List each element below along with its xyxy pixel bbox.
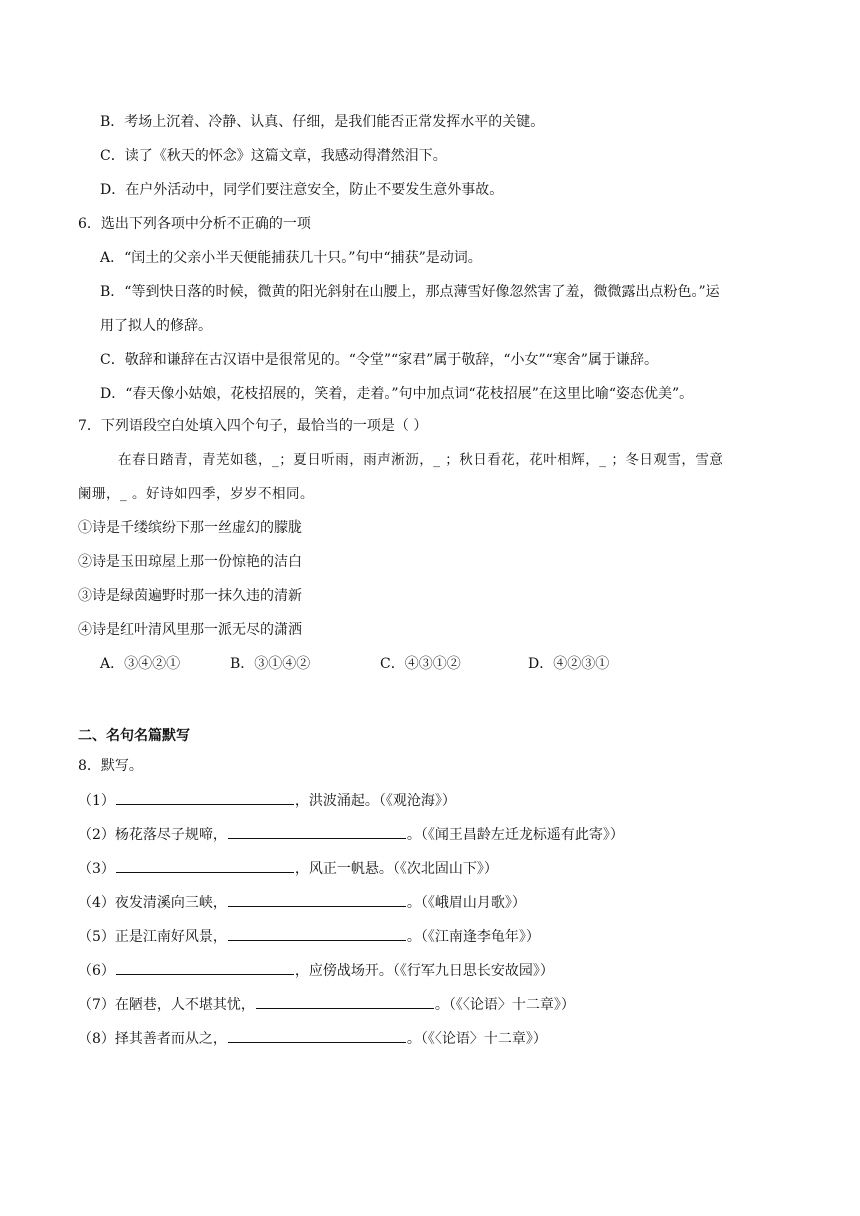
q7-sentence-3: ③诗是绿茵遍野时那一抹久违的清新 (78, 588, 302, 604)
q5-option-d: D．在户外活动中，同学们要注意安全，防止不要发生意外事故。 (100, 182, 504, 198)
item-tail: ，风正一帆悬。（《次北固山下》） (294, 861, 498, 877)
blank-line[interactable] (228, 1028, 406, 1043)
q7-stem: 7．下列语段空白处填入四个句子，最恰当的一项是（ ） (78, 418, 428, 434)
q7-passage-line2: 阑珊，_ 。好诗如四季，岁岁不相同。 (78, 486, 315, 502)
item-number: （2） (78, 827, 115, 843)
q5-option-b: B．考场上沉着、冷静、认真、仔细，是我们能否正常发挥水平的关键。 (100, 114, 545, 130)
q8-item-8 (78, 1028, 547, 1049)
q8-item-4 (78, 892, 526, 913)
item-lead: 杨花落尽子规啼， (114, 827, 227, 843)
q8-stem: 8．默写。 (78, 758, 143, 774)
item-tail: 。（《峨眉山月歌》） (406, 895, 526, 911)
section-title: 二、名句名篇默写 (78, 728, 190, 744)
q7-sentence-2: ②诗是玉田琼屋上那一份惊艳的洁白 (78, 554, 302, 570)
item-number: （6） (78, 963, 115, 979)
q6-option-c: C．敬辞和谦辞在古汉语中是很常见的。“令堂”“家君”属于敬辞，“小女”“寒舍”属于谦辞。 (100, 352, 658, 368)
item-tail: 。（《〈论语〉十二章》） (406, 1031, 547, 1047)
item-tail: ，洪波涌起。（《观沧海》） (294, 793, 456, 809)
q7-sentence-1: ①诗是千缕缤纷下那一丝虚幻的朦胧 (78, 520, 302, 536)
q8-item-6 (78, 960, 554, 981)
q7-option-a: A．③④②① (100, 656, 181, 672)
q8-item-5 (78, 926, 540, 947)
item-lead: 在陋巷，人不堪其忧， (114, 997, 255, 1013)
q8-item-7 (78, 994, 575, 1015)
q6-option-b-line1: B．“等到快日落的时候，微黄的阳光斜射在山腰上，那点薄雪好像忽然害了羞，微微露出点粉色。”运 (100, 284, 720, 300)
item-number: （4） (78, 895, 115, 911)
q7-option-b: B．③①④② (230, 656, 311, 672)
item-number: （3） (78, 861, 115, 877)
q6-option-a: A．“闰土的父亲小半天便能捕获几十只。”句中“捕获”是动词。 (100, 250, 482, 266)
blank-line[interactable] (116, 960, 294, 975)
item-number: （7） (78, 997, 115, 1013)
q7-passage-line1: 在春日踏青，青芜如毯，_；夏日听雨，雨声淅沥，_ ；秋日看花，花叶相辉，_ ；冬日观雪，雪意 (118, 452, 724, 468)
blank-line[interactable] (116, 790, 294, 805)
item-lead: 夜发清溪向三峡， (114, 895, 227, 911)
q7-option-c: C．④③①② (380, 656, 461, 672)
item-number: （8） (78, 1031, 115, 1047)
item-lead: 择其善者而从之， (114, 1031, 227, 1047)
q6-option-b-line2: 用了拟人的修辞。 (100, 318, 212, 334)
item-tail: 。（《〈论语〉十二章》） (434, 997, 575, 1013)
q7-option-d: D．④②③① (528, 656, 610, 672)
q6-option-d: D．“春天像小姑娘，花枝招展的，笑着，走着。”句中加点词“花枝招展”在这里比喻“姿态优美”。 (100, 386, 694, 402)
item-tail: 。（《江南逢李龟年》） (406, 929, 540, 945)
q5-option-c: C．读了《秋天的怀念》这篇文章，我感动得潸然泪下。 (100, 148, 447, 164)
blank-line[interactable] (228, 892, 406, 907)
q6-stem: 6．选出下列各项中分析不正确的一项 (78, 216, 311, 232)
q8-item-3 (78, 858, 498, 879)
q8-item-1 (78, 790, 456, 811)
blank-line[interactable] (116, 858, 294, 873)
item-tail: ，应傍战场开。（《行军九日思长安故园》） (294, 963, 554, 979)
item-number: （1） (78, 793, 115, 809)
item-lead: 正是江南好风景， (114, 929, 227, 945)
blank-line[interactable] (256, 994, 434, 1009)
item-tail: 。（《闻王昌龄左迁龙标遥有此寄》） (406, 827, 624, 843)
q8-item-2 (78, 824, 624, 845)
item-number: （5） (78, 929, 115, 945)
blank-line[interactable] (228, 926, 406, 941)
blank-line[interactable] (228, 824, 406, 839)
q7-sentence-4: ④诗是红叶清风里那一派无尽的潇洒 (78, 622, 302, 638)
